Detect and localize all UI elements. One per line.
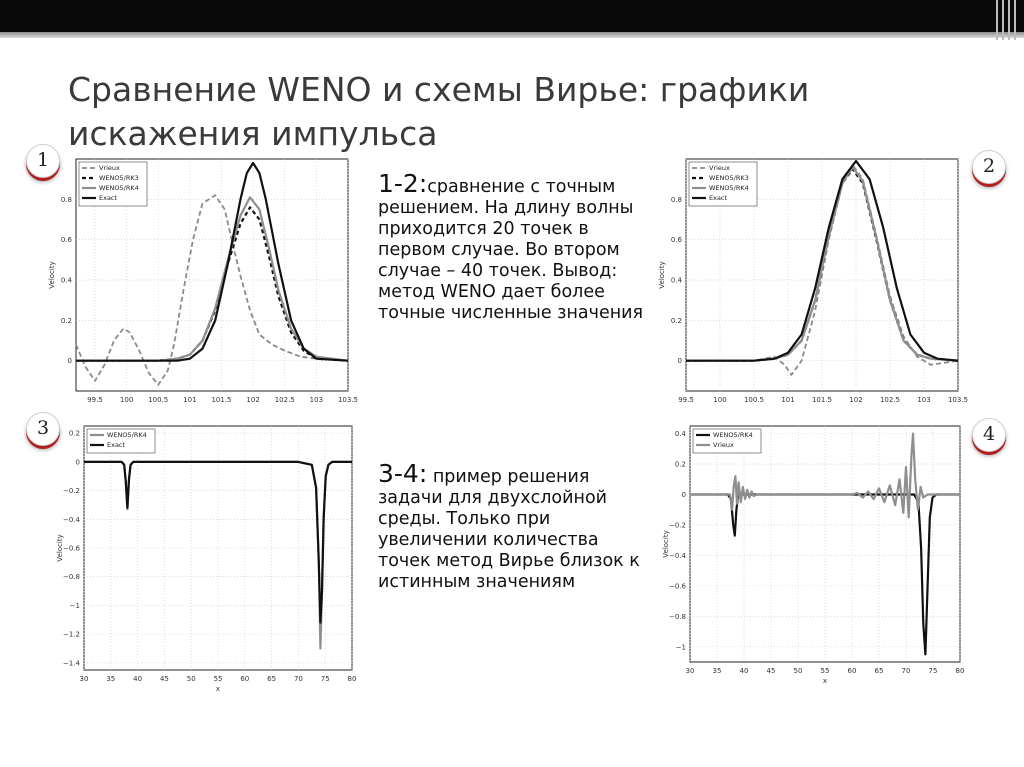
y-tick-label: 0 — [67, 357, 72, 366]
y-axis-label: Velocity — [56, 534, 64, 562]
x-tick-label: 40 — [133, 675, 143, 683]
x-axis-label: x — [822, 677, 828, 685]
edge-line — [1008, 0, 1010, 40]
badge-3: 3 — [26, 412, 60, 446]
x-tick-label: 102 — [849, 396, 863, 404]
edge-line — [996, 0, 998, 40]
x-tick-label: 80 — [955, 667, 965, 675]
edge-line — [1014, 0, 1016, 40]
x-tick-label: 103 — [309, 396, 324, 404]
x-tick-label: 60 — [847, 667, 857, 675]
top-bar-stripe — [0, 32, 1024, 38]
y-tick-label: −1 — [69, 601, 80, 610]
legend-label: Vrieux — [99, 164, 120, 172]
legend-label: WENO5/RK4 — [99, 184, 139, 192]
badge-2: 2 — [972, 150, 1006, 184]
x-tick-label: 45 — [159, 675, 169, 683]
badge-1: 1 — [26, 144, 60, 178]
legend-label: WENO5/RK3 — [709, 174, 749, 182]
x-tick-label: 80 — [347, 675, 357, 683]
y-tick-label: 0.8 — [670, 195, 682, 204]
x-tick-label: 45 — [766, 667, 776, 675]
y-tick-label: 0.4 — [60, 276, 72, 285]
text-block-1-2 — [378, 169, 653, 324]
legend-label: Exact — [99, 194, 118, 202]
x-tick-label: 99.5 — [678, 396, 694, 404]
x-tick-label: 35 — [712, 667, 722, 675]
x-tick-label: 65 — [874, 667, 884, 675]
x-tick-label: 99.5 — [87, 396, 103, 404]
x-tick-label: 102.5 — [274, 396, 295, 404]
y-tick-label: 0.2 — [670, 316, 682, 325]
x-tick-label: 50 — [186, 675, 196, 683]
text-block-3-4 — [378, 459, 653, 593]
chart-2 — [658, 155, 969, 415]
x-tick-label: 35 — [106, 675, 116, 683]
x-tick-label: 101.5 — [211, 396, 232, 404]
x-tick-label: 60 — [240, 675, 250, 683]
y-tick-label: −1.4 — [63, 659, 80, 668]
x-tick-label: 75 — [320, 675, 330, 683]
legend-label: Exact — [107, 441, 126, 449]
y-axis-label: Velocity — [662, 530, 670, 558]
x-tick-label: 65 — [267, 675, 277, 683]
x-tick-label: 102 — [246, 396, 260, 404]
y-tick-label: −0.8 — [63, 573, 80, 582]
text-block-body: сравнение с точным решением. На длину волны приходится 20 точек в первом случае. Во втором случае – 40 точек. Вывод: метод WENO дает более точные численные значения — [378, 177, 644, 323]
legend-label: Exact — [709, 194, 728, 202]
x-axis-label: x — [215, 685, 221, 693]
x-tick-label: 100.5 — [148, 396, 169, 404]
y-tick-label: 0.6 — [670, 236, 682, 245]
y-tick-label: −0.2 — [63, 487, 80, 496]
y-tick-label: 0.4 — [670, 276, 682, 285]
chart-4 — [656, 420, 966, 685]
y-tick-label: −1.2 — [63, 630, 80, 639]
y-tick-label: 0.2 — [674, 460, 686, 469]
y-tick-label: 0 — [75, 458, 80, 467]
top-bar — [0, 0, 1024, 32]
x-tick-label: 70 — [293, 675, 303, 683]
y-tick-label: 0.6 — [60, 236, 72, 245]
y-axis-label: Velocity — [48, 261, 56, 289]
y-tick-label: 0 — [677, 357, 682, 366]
chart-3 — [46, 420, 361, 700]
y-tick-label: 0.8 — [60, 195, 72, 204]
text-block-heading: 3-4: — [378, 459, 428, 488]
x-tick-label: 101.5 — [811, 396, 833, 404]
x-tick-label: 100 — [713, 396, 727, 404]
x-tick-label: 103.5 — [947, 396, 969, 404]
y-tick-label: −1 — [675, 643, 686, 652]
x-tick-label: 40 — [739, 667, 749, 675]
x-tick-label: 55 — [820, 667, 830, 675]
x-tick-label: 100 — [119, 396, 134, 404]
legend-label: WENO5/RK4 — [713, 431, 753, 439]
x-tick-label: 102.5 — [879, 396, 901, 404]
badge-4: 4 — [972, 418, 1006, 452]
y-tick-label: −0.4 — [669, 551, 686, 560]
edge-line — [1002, 0, 1004, 40]
text-block-heading: 1-2: — [378, 169, 428, 198]
text-block-body: пример решения задачи для двухслойной среды. Только при увеличении количества точек метод Вирье близок к истинным значениям — [378, 467, 640, 592]
x-tick-label: 30 — [79, 675, 89, 683]
y-tick-label: 0.4 — [674, 430, 686, 439]
x-tick-label: 100.5 — [743, 396, 765, 404]
y-tick-label: 0.2 — [68, 429, 80, 438]
legend-label: WENO5/RK4 — [709, 184, 749, 192]
x-tick-label: 30 — [685, 667, 695, 675]
y-tick-label: −0.8 — [669, 612, 686, 621]
x-tick-label: 101 — [781, 396, 795, 404]
y-tick-label: 0.2 — [60, 316, 72, 325]
legend-label: WENO5/RK3 — [99, 174, 139, 182]
legend-label: Vrieux — [709, 164, 730, 172]
y-tick-label: −0.4 — [63, 515, 80, 524]
x-tick-label: 103 — [917, 396, 931, 404]
legend-label: Vrieux — [713, 441, 734, 449]
y-tick-label: −0.6 — [669, 582, 686, 591]
y-tick-label: 0 — [681, 491, 686, 500]
x-tick-label: 101 — [183, 396, 197, 404]
legend-label: WENO5/RK4 — [107, 431, 147, 439]
y-axis-label: Velocity — [658, 261, 666, 289]
y-tick-label: −0.6 — [63, 544, 80, 553]
x-tick-label: 103.5 — [337, 396, 359, 404]
x-tick-label: 75 — [928, 667, 938, 675]
slide-title: Сравнение WENO и схемы Вирье: графики искажения импульса — [68, 70, 810, 153]
chart-1 — [46, 155, 359, 415]
x-tick-label: 70 — [901, 667, 911, 675]
y-tick-label: −0.2 — [669, 521, 686, 530]
x-tick-label: 55 — [213, 675, 223, 683]
x-tick-label: 50 — [793, 667, 803, 675]
